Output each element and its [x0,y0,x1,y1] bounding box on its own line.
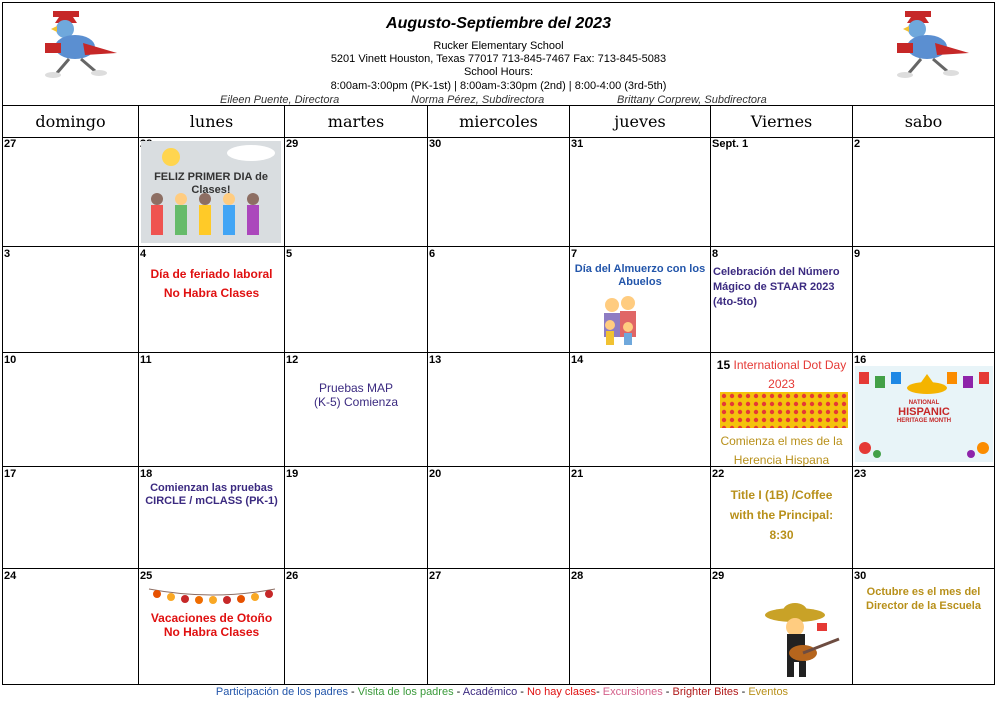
event-hispanic-month-start: Comienza el mes de la Herencia Hispana [720,434,843,467]
day-cell[interactable] [3,137,139,247]
day-number: 11 [140,354,152,366]
day-number: 5 [286,248,293,260]
event-fall-break [141,611,282,639]
day-number: 14 [571,354,584,366]
weekday-header: Viernes [711,106,853,137]
legend-item: Brighter Bites [672,686,739,698]
event-grandparents-lunch: Día del Almuerzo con los Abuelos [574,263,706,288]
dot-pattern-icon [720,392,848,428]
event-text: No Habra Clases [163,625,260,639]
day-cell[interactable] [139,137,285,247]
staff-principal: Eileen Puente, Directora [220,94,340,106]
day-number: 9 [854,248,861,260]
caption-text: NATIONAL [908,400,940,406]
calendar-title: Augusto-Septiembre del 2023 [386,15,611,32]
day-cell[interactable] [428,353,570,467]
staff-assistant-principal: Norma Pérez, Subdirectora [411,94,545,106]
day-number: 20 [429,468,442,480]
event-map-testing [287,381,425,409]
event-principal-month: Octubre es el mes del Director de la Escuela [866,586,981,612]
day-cell[interactable] [285,137,428,247]
day-number: 15 [716,358,731,372]
day-cell[interactable] [570,569,711,684]
staff-assistant-principal: Brittany Corprew, Subdirectora [617,94,767,106]
day-cell[interactable] [711,247,853,353]
calendar-header [3,3,994,106]
first-day-caption: FELIZ PRIMER DIA de Clases! [154,171,268,196]
day-cell[interactable] [428,137,570,247]
grandparents-illustration-icon [598,293,642,349]
day-cell[interactable] [711,467,853,569]
weekday-header: miercoles [428,106,570,137]
legend-item: Visita de los padres [357,686,454,698]
day-cell[interactable] [3,247,139,353]
day-cell[interactable] [3,467,139,569]
day-cell[interactable] [570,137,711,247]
day-number: 30 [429,138,442,150]
event-text: No Habra Clases [163,286,260,300]
day-cell[interactable] [570,467,711,569]
event-dot-day [711,356,852,394]
day-cell[interactable] [853,353,994,467]
day-number: 7 [571,248,578,260]
day-number: 2 [854,138,861,150]
day-number: 8 [712,248,719,260]
day-cell[interactable] [3,569,139,684]
day-number: 25 [140,570,153,582]
day-number: 3 [4,248,11,260]
day-cell[interactable] [711,137,853,247]
event-text: Vacaciones de Otoño [150,611,273,625]
day-cell[interactable] [428,247,570,353]
hispanic-heritage-image [855,366,993,462]
weekday-header: sabo [904,112,943,131]
day-cell[interactable] [139,569,285,684]
event-coffee-with-principal: Title I (1B) /Coffee with the Principal: 8:30 [729,488,834,542]
day-cell[interactable] [853,569,994,684]
caption-text: HISPANIC [898,406,950,418]
calendar-frame [2,2,995,685]
autumn-leaves-garland-icon [147,585,277,607]
day-cell[interactable] [570,353,711,467]
legend-item: Excursiones [602,686,663,698]
day-number: 6 [429,248,436,260]
color-legend: Participación de los padres - Visita de los padres - Académico - No hay clases- Excursiones - Brighter Bites - Eventos [215,686,789,698]
day-cell[interactable] [139,247,285,353]
caption-text: HERITAGE MONTH [896,418,952,424]
day-number: 26 [286,570,299,582]
day-cell[interactable] [285,247,428,353]
school-hours-label: School Hours: [463,66,534,78]
event-text: International Dot Day 2023 [733,358,847,391]
weekday-header: domingo [3,106,139,137]
day-cell[interactable] [853,247,994,353]
day-number: 18 [140,468,153,480]
day-cell[interactable] [285,467,428,569]
day-number: 29 [286,138,299,150]
legend-item: No hay clases [526,686,597,698]
day-number: 24 [4,570,17,582]
event-text: Pruebas MAP [318,381,394,395]
event-circle-testing: Comienzan las pruebas CIRCLE / mCLASS (PK-1) [145,482,278,507]
day-number: 10 [4,354,17,366]
event-text: Día de feriado laboral [150,267,273,281]
weekday-header: lunes [139,106,285,137]
weekday-header: jueves [570,106,711,137]
day-number: 17 [4,468,17,480]
weekday-header-row [3,106,994,138]
hispanic-heritage-caption [855,400,993,424]
first-day-of-school-image [141,141,281,243]
day-cell[interactable] [711,353,853,467]
day-cell[interactable] [285,569,428,684]
day-number: 30 [854,570,867,582]
legend-item: Académico [462,686,518,698]
day-number: 23 [854,468,867,480]
event-text: (K-5) Comienza [313,395,399,409]
day-cell[interactable] [139,353,285,467]
day-cell[interactable] [428,569,570,684]
day-number: Sept. 1 [712,138,749,150]
day-cell[interactable] [853,467,994,569]
event-labor-day [141,265,282,303]
school-address: 5201 Vinett Houston, Texas 77017 713-845-7467 Fax: 713-845-5083 [330,53,667,65]
day-number: 12 [286,354,299,366]
day-number: 13 [429,354,442,366]
event-staar-celebration: Celebración del Número Mágico de STAAR 2023 (4to-5to) [713,266,840,308]
day-cell[interactable] [570,247,711,353]
day-number: 27 [4,138,17,150]
day-cell[interactable] [139,467,285,569]
day-number: 21 [571,468,584,480]
legend-item: Eventos [748,686,789,698]
mariachi-illustration-icon [755,603,851,681]
day-number: 22 [712,468,725,480]
day-number: 4 [140,248,147,260]
day-cell[interactable] [285,353,428,467]
day-cell[interactable] [428,467,570,569]
day-number: 29 [712,570,725,582]
day-cell[interactable] [853,137,994,247]
day-number: 28 [571,570,584,582]
day-number: 16 [854,354,867,366]
school-hours: 8:00am-3:00pm (PK-1st) | 8:00am-3:30pm (2nd) | 8:00-4:00 (3rd-5th) [330,80,667,92]
day-cell[interactable] [3,353,139,467]
school-name: Rucker Elementary School [433,40,564,52]
day-number: 31 [571,138,584,150]
legend-item: Participación de los padres [215,686,348,698]
day-number: 19 [286,468,299,480]
day-cell[interactable] [711,569,853,684]
weekday-header: martes [285,106,428,137]
day-number: 27 [429,570,442,582]
